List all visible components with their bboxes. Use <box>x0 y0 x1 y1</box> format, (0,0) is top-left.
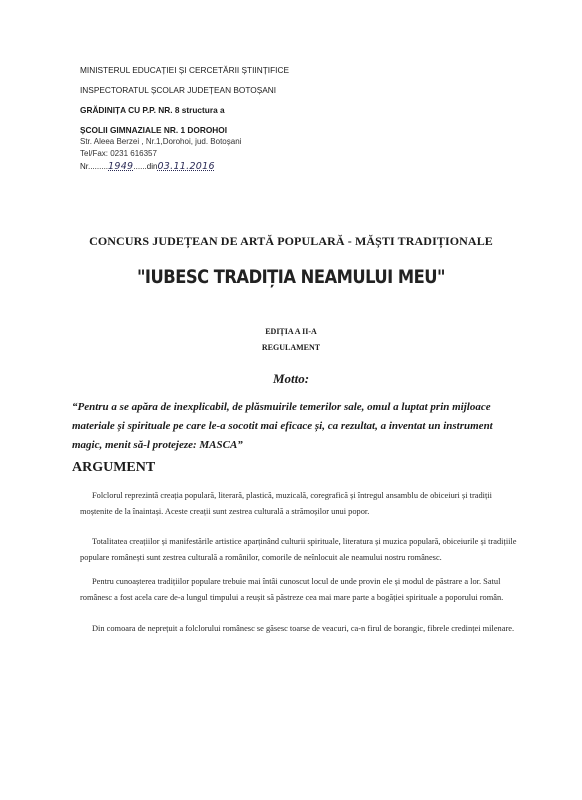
argument-paragraph: Din comoara de neprețuit a folclorului românesc se găsesc toarse de veacuri, ca-n firul de borangic, fibrele credinței milenare. <box>92 624 515 633</box>
regulation-label: REGULAMENT <box>261 343 321 352</box>
edition-label: EDIȚIA A II-A <box>265 327 317 336</box>
ministry-name: MINISTERUL EDUCAȚIEI ȘI CERCETĂRII ȘTIINȚIFICE <box>80 65 289 75</box>
nr-handwritten-value: 1949 <box>108 161 134 172</box>
argument-paragraph: Totalitatea creațiilor și manifestările artistice aparținând culturii spirituale, literatura și muzica populară, obiceiurile și tradițiile populare românești sunt zestrea culturală a românilor, comorile de neînlocuit ale neamului nostru românesc. <box>80 537 517 562</box>
nr-label: Nr. <box>80 162 91 171</box>
argument-paragraph: Folclorul reprezintă creația populară, literară, plastică, muzicală, coregrafică și întregul ansamblu de obiceiuri și tradiții moștenite de la înaintași. Aceste creații sunt zestrea culturală a strămoșilor unui popor. <box>80 491 492 516</box>
contest-main-title: "IUBESC TRADIȚIA NEAMULUI MEU" <box>136 266 446 288</box>
din-label: din <box>146 162 158 171</box>
school-phone: Tel/Fax: 0231 616357 <box>80 149 157 158</box>
inspectorate-name: INSPECTORATUL ȘCOLAR JUDEȚEAN BOTOȘANI <box>80 85 277 95</box>
kindergarten-name: GRĂDINIȚA CU P.P. NR. 8 structura a <box>80 105 225 115</box>
argument-heading: ARGUMENT <box>72 460 156 475</box>
registration-number: Nr.........1949......din03.11.2016 <box>80 161 215 172</box>
school-address: Str. Aleea Berzei , Nr.1,Dorohoi, jud. Botoșani <box>80 137 242 146</box>
letterhead <box>80 66 289 182</box>
contest-title: CONCURS JUDEȚEAN DE ARTĂ POPULARĂ - MĂȘTI TRADIȚIONALE <box>89 234 493 248</box>
school-name: ȘCOLII GIMNAZIALE NR. 1 DOROHOI <box>80 125 228 135</box>
motto-heading: Motto: <box>272 371 310 386</box>
motto-text: “Pentru a se apăra de inexplicabil, de plăsmuirile temerilor sale, omul a luptat prin mijloace materiale și spirituale pe care le-a socotit mai eficace și, ca rezultat, a inventat un instrument magic, menit să-l protejeze: MASCA” <box>72 401 493 451</box>
date-handwritten-value: 03.11.2016 <box>157 161 215 172</box>
argument-paragraph: Pentru cunoașterea tradițiilor populare trebuie mai întâi cunoscut locul de unde provin ele și modul de păstrare a lor. Satul românesc a fost acela care de-a lungul timpului a reușit să păstreze cea mai mare parte a bogăției spirituale a poporului român. <box>80 577 504 602</box>
